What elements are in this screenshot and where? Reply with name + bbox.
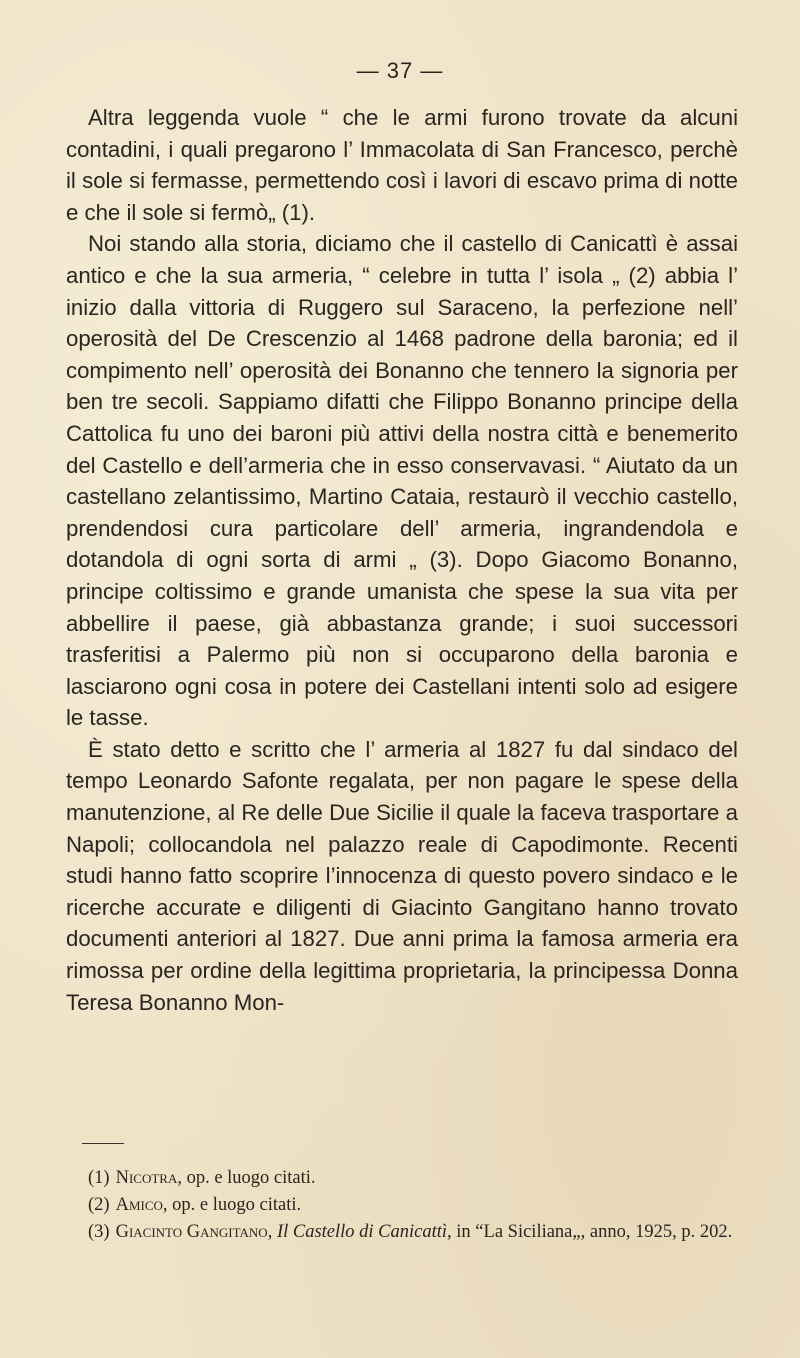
footnote-citation: , in “La Siciliana„, anno, 1925, p. 202.: [447, 1222, 733, 1242]
footnote-title: Il Castello di Canicattì: [276, 1222, 448, 1242]
footnotes: [66, 1165, 738, 1246]
footnote-author: Giacinto Gangitano: [115, 1222, 268, 1242]
paragraph: Noi stando alla storia, diciamo che il castello di Canicattì è assai antico e che la sua armeria, “ celebre in tutta l’ isola „ (2) abbia l’ inizio dalla vittoria di Ruggero sul Saraceno, la perfezione nell’ operosità del De Crescenzio al 1468 padrone della baronia; ed il compimento nell’ operosità dei Bonanno che tennero la signoria per ben tre secoli. Sappiamo difatti che Filippo Bonanno principe della Cattolica fu uno dei baroni più attivi della nostra città e benemerito del Castello e dell’armeria che in esso conservavasi. “ Aiutato da un castellano zelantissimo, Martino Cataia, restaurò il vecchio castello, prendendosi cura particolare dell’ armeria, ingrandendola e dotandola di ogni sorta di armi „ (3). Dopo Giacomo Bonanno, principe coltissimo e grande umanista che spese la sua vita per abbellire il paese, già abbastanza grande; i suoi successori trasferitisi a Palermo più non si occuparono della baronia e lasciarono ogni cosa in potere dei Castellani intenti solo ad esigere le tasse.: [66, 231, 738, 731]
footnote-citation: , op. e luogo citati.: [177, 1168, 316, 1188]
page-number: — 37 —: [356, 58, 444, 83]
footnote-author: Nicotra: [115, 1168, 178, 1188]
footnote-2: [66, 1192, 738, 1219]
footnote-number: (3): [88, 1222, 110, 1242]
body-text: [66, 102, 738, 1018]
footnote-citation: , op. e luogo citati.: [162, 1195, 302, 1215]
paragraph: Altra leggenda vuole “ che le armi furono trovate da alcuni contadini, i quali pregarono l’ Immacolata di San Francesco, perchè il sole si fermasse, permettendo così i lavori di escavo prima di notte e che il sole si fermò„ (1).: [66, 105, 738, 225]
footnote-divider: [82, 1143, 124, 1144]
footnote-number: (1): [88, 1168, 110, 1188]
footnote-3: (3) Giacinto Gangitano, Il Castello di Canicattì, in “La Siciliana„, anno, 1925, p. 202.: [88, 1222, 733, 1242]
paragraph: È stato detto e scritto che l’ armeria al 1827 fu dal sindaco del tempo Leonardo Safonte regalata, per non pagare le spese della manutenzione, al Re delle Due Sicilie il quale la faceva trasportare a Napoli; collocandola nel palazzo reale di Capodimonte. Recenti studi hanno fatto scoprire l’innocenza di questo povero sindaco e le ricerche accurate e diligenti di Giacinto Gangitano hanno trovato documenti anteriori al 1827. Due anni prima la famosa armeria era rimossa per ordine della legittima proprietaria, la principessa Donna Teresa Bonanno Mon-: [66, 736, 738, 1015]
footnote-author: Amico: [115, 1195, 163, 1215]
footnote-1: [66, 1165, 738, 1192]
footnote-number: (2): [88, 1195, 110, 1215]
